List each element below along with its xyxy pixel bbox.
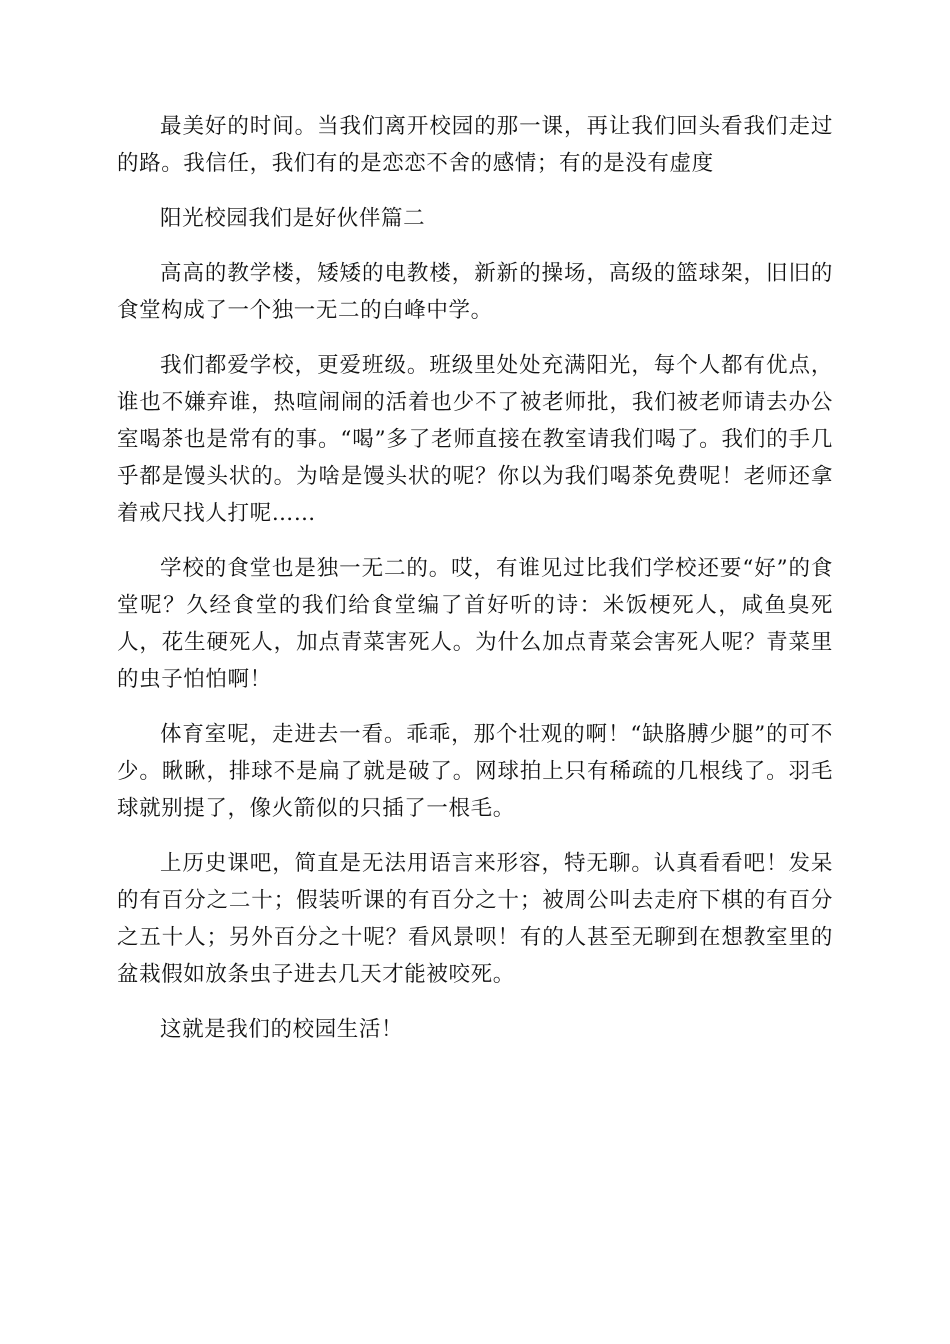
paragraph-4: 我们都爱学校，更爱班级。班级里处处充满阳光，每个人都有优点，谁也不嫌弃谁，热喧闹闹的活着也少不了被老师批，我们被老师请去办公室喝茶也是常有的事。“喝”多了老师直接在教室请我们喝了。我们的手几乎都是馒头状的。为啥是馒头状的呢？你以为我们喝茶免费呢！老师还拿着戒尺找人打呢…… (117, 353, 833, 526)
paragraph-8: 这就是我们的校园生活！ (160, 1017, 404, 1042)
paragraph-5: 学校的食堂也是独一无二的。哎，有谁见过比我们学校还要“好”的食堂呢？久经食堂的我们给食堂编了首好听的诗：米饭梗死人，咸鱼臭死人，花生硬死人，加点青菜害死人。为什么加点青菜会害死人呢？青菜里的虫子怕怕啊！ (117, 556, 833, 692)
document-body (117, 108, 833, 1066)
paragraph-7: 上历史课吧，简直是无法用语言来形容，特无聊。认真看看吧！发呆的有百分之二十；假装听课的有百分之十；被周公叫去走府下棋的有百分之五十人；另外百分之十呢？看风景呗！有的人甚至无聊到在想教室里的盆栽假如放条虫子进去几天才能被咬死。 (117, 851, 833, 987)
paragraph-3: 高高的教学楼，矮矮的电教楼，新新的操场，高级的篮球架，旧旧的食堂构成了一个独一无二的白峰中学。 (117, 261, 833, 323)
paragraph-1: 最美好的时间。当我们离开校园的那一课，再让我们回头看我们走过的路。我信任，我们有的是恋恋不舍的感情；有的是没有虚度 (117, 114, 833, 176)
paragraph-6: 体育室呢，走进去一看。乖乖，那个壮观的啊！“缺胳膊少腿”的可不少。瞅瞅，排球不是扁了就是破了。网球拍上只有稀疏的几根线了。羽毛球就别提了，像火箭似的只插了一根毛。 (117, 722, 833, 821)
section-heading: 阳光校园我们是好伙伴篇二 (160, 206, 426, 231)
